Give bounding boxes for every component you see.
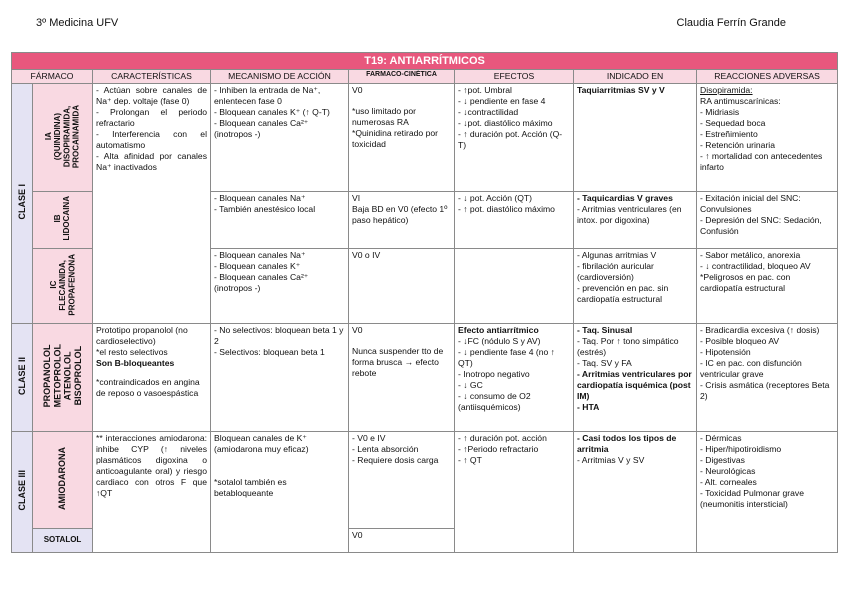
clase2-indicado: - Taq. Sinusal - Taq. Por ↑ tono simpático (estrés) - Taq. SV y FA - Arritmias ventriculares por cardiopatía isquémica (post IM) - HTA <box>574 324 697 432</box>
clase3-label-cell <box>12 432 33 553</box>
clase2-reacciones: - Bradicardia excesiva (↑ dosis) - Posible bloqueo AV - Hipotensión - IC en pac. con disfunción ventricular grave - Crisis asmática (receptores Beta 2) <box>697 324 838 432</box>
clase3-efectos: - ↑ duración pot. acción - ↑Periodo refractario - ↑ QT <box>455 432 574 553</box>
ib-farmacocinetica: VI Baja BD en V0 (efecto 1º paso hepático) <box>349 192 455 249</box>
ia-farmacocinetica: V0 *uso limitado por numerosas RA *Quinidina retirado por toxicidad <box>349 84 455 192</box>
clase3-indicado: - Casi todos los tipos de arritmia - Arritmias V y SV <box>574 432 697 553</box>
ic-mecanismo: - Bloquean canales Na⁺ - Bloquean canales K⁺ - Bloquean canales Ca²⁺ (inotropos -) <box>211 249 349 324</box>
ia-mecanismo: - Inhiben la entrada de Na⁺, enlentecen fase 0 - Bloquean canales K⁺ (↑ Q-T) - Bloquean canales Ca²⁺ (inotropos -) <box>211 84 349 192</box>
col-caracteristicas: CARACTERÍSTICAS <box>93 70 211 84</box>
ia-indicado: Taquiarritmias SV y V <box>574 84 697 192</box>
clase3-farmacocinetica: - V0 e IV - Lenta absorción - Requiere dosis carga <box>349 432 455 529</box>
clase2-label-cell <box>12 324 33 432</box>
col-indicado: INDICADO EN <box>574 70 697 84</box>
sotalol-cell <box>33 529 93 553</box>
header-course: 3º Medicina UFV <box>36 17 119 29</box>
ib-mecanismo: - Bloquean canales Na⁺ - También anestésico local <box>211 192 349 249</box>
col-efectos: EFECTOS <box>455 70 574 84</box>
ic-label-cell <box>33 249 93 324</box>
table-title: T19: ANTIARRÍTMICOS <box>12 53 838 70</box>
clase3-caracteristicas: ** interacciones amiodarona: inhibe CYP (↑ niveles plasmáticos digoxina o anticoagulante oral) y riesgo cardiaco con otros F que ↑QT <box>93 432 211 553</box>
clase2-drugs: PROPANOLOL METOPROLOL ATENOLOL BISOPROLOL <box>41 344 83 408</box>
clase2-caracteristicas: Prototipo propanolol (no cardioselectivo) *el resto selectivos Son B-bloqueantes *contraindicados en angina de reposo o vasoespástica <box>93 324 211 432</box>
clase2-efectos: Efecto antiarrítmico - ↓FC (nódulo S y AV) - ↓ pendiente fase 4 (no ↑ QT) - Inotropo negativo - ↓ GC - ↓ consumo de O2 (antiisquémicos) <box>455 324 574 432</box>
clase2-farmacocinetica: V0 Nunca suspender tto de forma brusca → efecto rebote <box>349 324 455 432</box>
ia-efectos: - ↑pot. Umbral - ↓ pendiente en fase 4 - ↓contractilidad - ↓pot. diastólico máximo - ↑ duración pot. Acción (Q-T) <box>455 84 574 192</box>
clase1-label-cell <box>12 84 33 324</box>
header-author: Claudia Ferrín Grande <box>676 17 786 29</box>
col-reacciones: REACCIONES ADVERSAS <box>697 70 838 84</box>
ic-indicado: - Algunas arritmias V - fibrilación auricular (cardioversión) - prevención en pac. sin cardiopatía estructural <box>574 249 697 324</box>
amiodarona-cell <box>33 432 93 529</box>
antiarrhythmics-table <box>11 52 838 553</box>
ia-reacciones: Disopiramida: RA antimuscarínicas: - Midriasis - Sequedad boca - Estreñimiento - Retención urinaria - ↑ mortalidad con antecedentes infarto <box>697 84 838 192</box>
ic-reacciones: - Sabor metálico, anorexia - ↓ contractilidad, bloqueo AV *Peligrosos en pac. con cardiopatía estructural <box>697 249 838 324</box>
clase1-caracteristicas: - Actúan sobre canales de Na⁺ dep. voltaje (fase 0) - Prolongan el periodo refractario - Interferencia con el automatismo - Alta afinidad por canales Na⁺ inactivados <box>93 84 211 324</box>
col-mecanismo: MECANISMO DE ACCIÓN <box>211 70 349 84</box>
ic-farmacocinetica: V0 o IV <box>349 249 455 324</box>
ib-label: IB LIDOCAINA <box>53 196 72 241</box>
clase2-label: CLASE II <box>16 357 27 396</box>
ib-label-cell <box>33 192 93 249</box>
ia-label-cell <box>33 84 93 192</box>
ic-label: IC FLECAINIDA, PROPAFENONA <box>48 253 77 316</box>
clase3-reacciones: - Dérmicas - Hiper/hipotiroidismo - Digestivas - Neurológicas - Alt. corneales - Toxicidad Pulmonar grave (neumonitis intersticial) <box>697 432 838 553</box>
clase2-mecanismo: - No selectivos: bloquean beta 1 y 2 - Selectivos: bloquean beta 1 <box>211 324 349 432</box>
ic-efectos <box>455 249 574 324</box>
clase2-drugs-cell <box>33 324 93 432</box>
col-farmaco: FÁRMACO <box>12 70 93 84</box>
sotalol-farmacocinetica: V0 <box>349 529 455 553</box>
col-farmacocinetica: FARMACO-CINÉTICA <box>349 70 455 84</box>
ib-reacciones: - Exitación inicial del SNC: Convulsiones - Depresión del SNC: Sedación, Confusión <box>697 192 838 249</box>
clase3-label: CLASE III <box>16 470 27 511</box>
amiodarona-label: AMIODARONA <box>57 447 68 511</box>
clase3-mecanismo: Bloquean canales de K⁺ (amiodarona muy eficaz) *sotalol también es betabloqueante <box>211 432 349 553</box>
ia-label: IA (QUINIDINA) DISOPIRAMIDA, PROCAINAMIDA <box>44 104 81 168</box>
ib-efectos: - ↓ pot. Acción (QT) - ↑ pot. diastólico máximo <box>455 192 574 249</box>
ib-indicado: - Taquicardias V graves - Arritmias ventriculares (en intox. por digoxina) <box>574 192 697 249</box>
sotalol-label: SOTALOL <box>43 535 82 545</box>
clase1-label: CLASE I <box>16 184 27 220</box>
